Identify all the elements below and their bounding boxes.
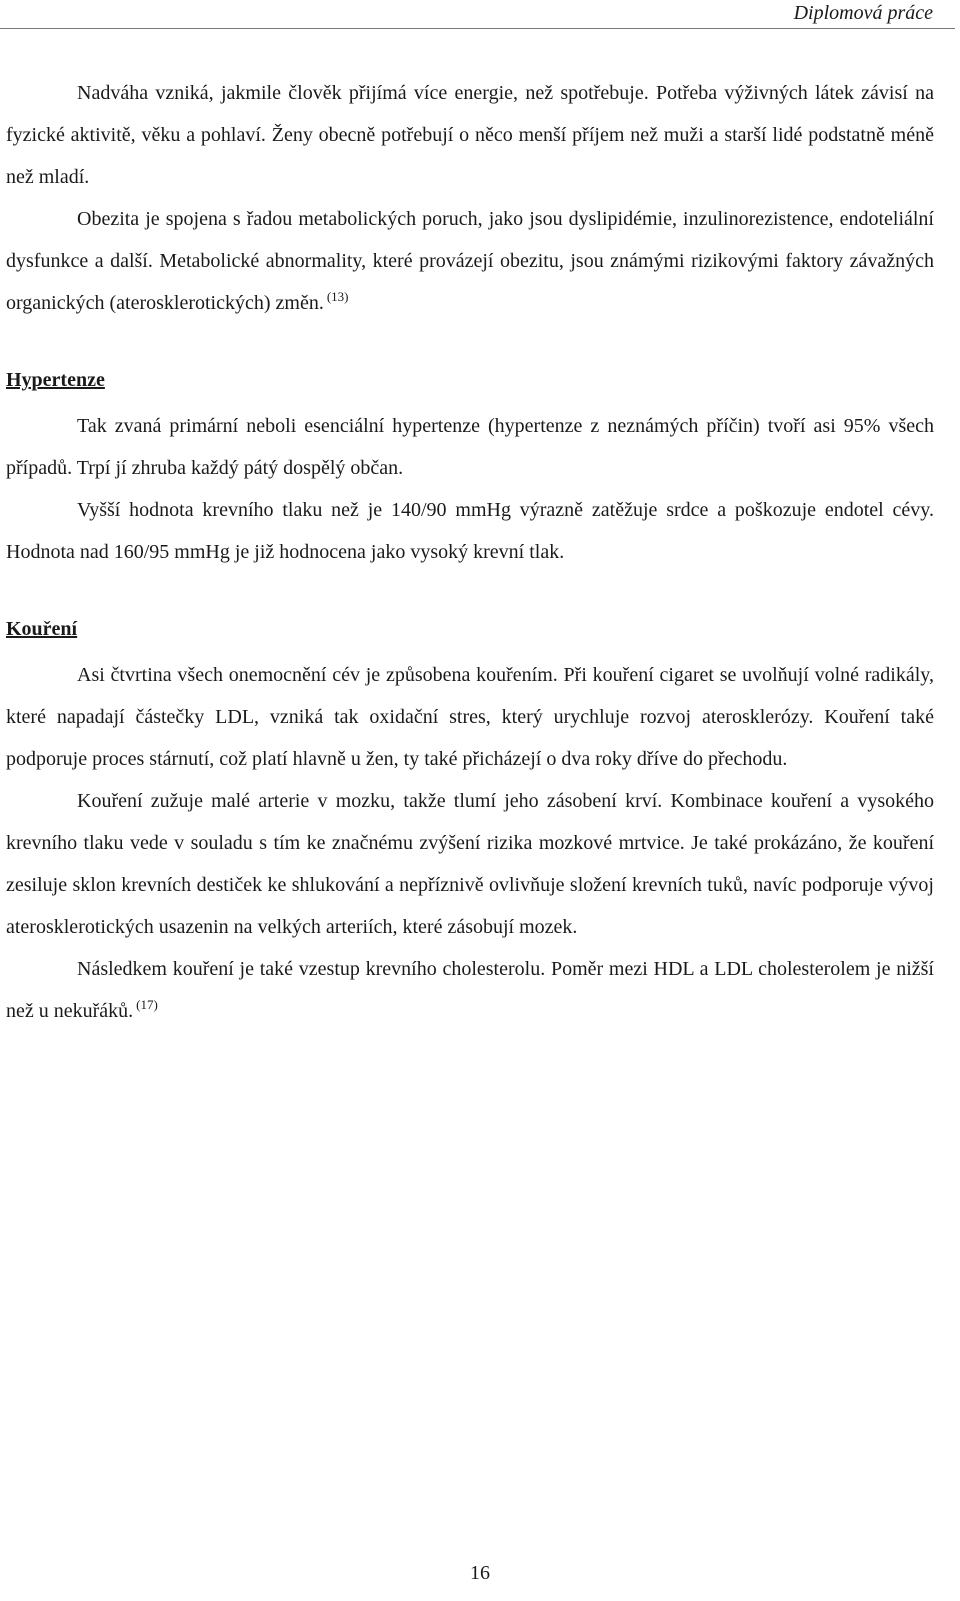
paragraph-smoking-3 — [6, 948, 934, 1032]
page-number: 16 — [470, 1562, 490, 1584]
header-title: Diplomová práce — [793, 2, 933, 24]
heading-smoking: Kouření — [6, 618, 78, 640]
paragraph-obesity-2-text: Obezita je spojena s řadou metabolických poruch, jako jsou dyslipidémie, inzulinorezistence, endoteliální dysfunkce a další. Metabolické abnormality, které provázejí obezitu, jsou známými rizikovými faktory závažných organických (aterosklerotických) změn. — [6, 208, 934, 314]
paragraph-smoking-1: Asi čtvrtina všech onemocnění cév je způsobena kouřením. Při kouření cigaret se uvolňují volné radikály, které napadají částečky LDL, vzniká tak oxidační stres, který urychluje rozvoj aterosklerózy. Kouření také podporuje proces stárnutí, což platí hlavně u žen, ty také přicházejí o dva roky dříve do přechodu. — [6, 664, 934, 770]
citation-13: (13) — [326, 289, 349, 304]
paragraph-smoking-3-text: Následkem kouření je také vzestup krevního cholesterolu. Poměr mezi HDL a LDL cholesterolem je nižší než u nekuřáků. — [6, 958, 934, 1022]
paragraph-smoking-2: Kouření zužuje malé arterie v mozku, takže tlumí jeho zásobení krví. Kombinace kouření a vysokého krevního tlaku vede v souladu s tím ke značnému zvýšení rizika mozkové mrtvice. Je také prokázáno, že kouření zesiluje sklon krevních destiček ke shlukování a nepříznivě ovlivňuje složení krevních tuků, navíc podporuje vývoj aterosklerotických usazenin na velkých arteriích, které zásobují mozek. — [6, 790, 934, 938]
paragraph-hypertension-2: Vyšší hodnota krevního tlaku než je 140/90 mmHg výrazně zatěžuje srdce a poškozuje endotel cévy. Hodnota nad 160/95 mmHg je již hodnocena jako vysoký krevní tlak. — [6, 499, 934, 563]
paragraph-hypertension-1: Tak zvaná primární neboli esenciální hypertenze (hypertenze z neznámých příčin) tvoří asi 95% všech případů. Trpí jí zhruba každý pátý dospělý občan. — [6, 415, 934, 479]
page-header — [0, 0, 955, 29]
paragraph-obesity-1: Nadváha vzniká, jakmile člověk přijímá více energie, než spotřebuje. Potřeba výživných látek závisí na fyzické aktivitě, věku a pohlaví. Ženy obecně potřebují o něco menší příjem než muži a starší lidé podstatně méně než mladí. — [6, 82, 934, 188]
document-body — [6, 72, 934, 1032]
heading-hypertension: Hypertenze — [6, 369, 105, 391]
paragraph-obesity-2 — [6, 198, 934, 324]
citation-17: (17) — [136, 997, 158, 1012]
